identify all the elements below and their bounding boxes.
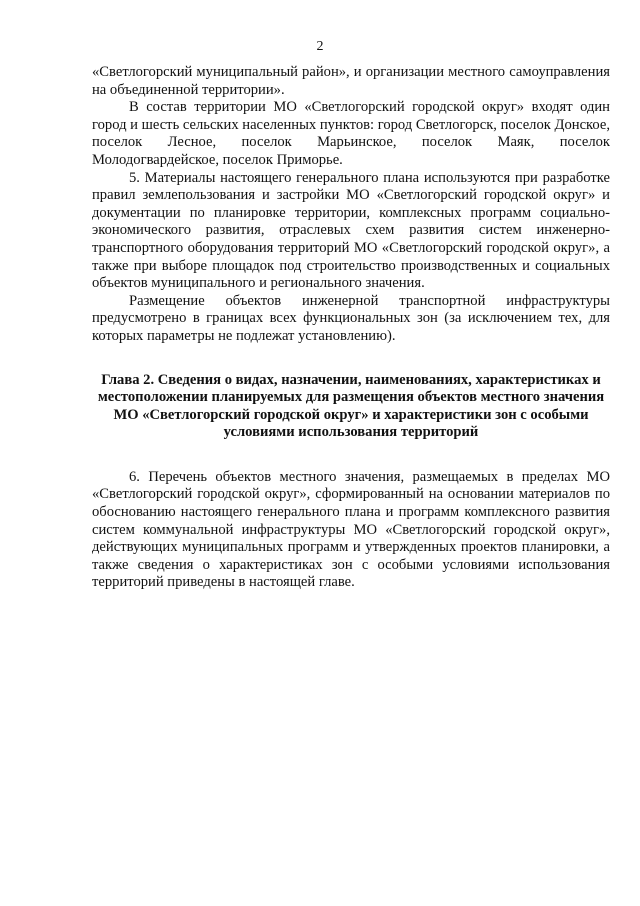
chapter-heading: Глава 2. Сведения о видах, назначении, наименованиях, характеристиках и местоположении планируемых для размещения объектов местного значения МО «Светлогорский городской округ» и характеристики зон с особыми условиями использования территорий [97, 371, 605, 441]
paragraph-infrastructure: Размещение объектов инженерной транспортной инфраструктуры предусмотрено в границах всех функциональных зон (за исключением тех, для которых параметры не подлежат установлению). [92, 292, 610, 344]
paragraph-item-6: 6. Перечень объектов местного значения, размещаемых в пределах МО «Светлогорский городской округ», сформированный на основании материалов по обоснованию настоящего генерального плана и программ комплексного развития систем коммунальной инфраструктуры МО «Светлогорский городской округ», действующих муниципальных программ и утвержденных проектов планировки, а также сведения о характеристиках зон с особыми условиями использования территорий приведены в настоящей главе. [92, 468, 610, 591]
paragraph-continuation: «Светлогорский муниципальный район», и организации местного самоуправления на объединенной территории». [92, 64, 610, 98]
paragraph-item-5: 5. Материалы настоящего генерального плана используются при разработке правил землепользования и застройки МО «Светлогорский городской округ» и документации по планировке территории, комплексных программ социально-экономического развития, отраслевых схем развития систем инженерно-транспортного оборудования территорий МО «Светлогорский городской округ», а также при выборе площадок под строительство производственных и социальных объектов муниципального и регионального значения. [92, 169, 610, 292]
paragraph-settlements: В состав территории МО «Светлогорский городской округ» входят один город и шесть сельских населенных пунктов: город Светлогорск, поселок Донское, поселок Лесное, поселок Марьинское, поселок Маяк, поселок Молодогвардейское, поселок Приморье. [92, 99, 610, 168]
document-body [92, 64, 610, 592]
page-number: 2 [316, 39, 324, 54]
